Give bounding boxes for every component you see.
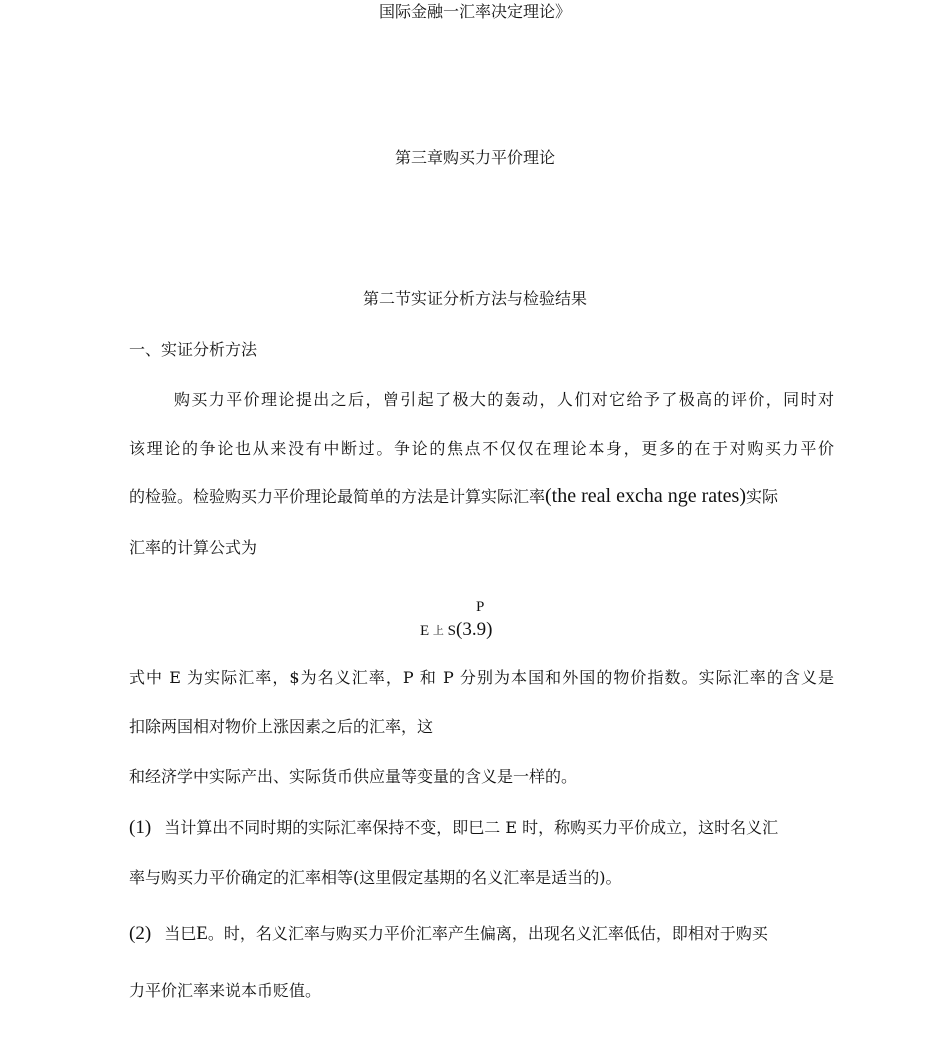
para1-line1: 购买力平价理论提出之后，曾引起了极大的轰动，人们对它给予了极高的评价，同时对 [174,390,834,409]
para1-line4: 汇率的计算公式为 [129,538,258,557]
para2-line3: 和经济学中实际产出、实际货币供应量等变量的含义是一样的。 [129,767,578,786]
para1-line3-suffix: 实际 [746,487,779,506]
item2-line1-a: 当巳 [164,924,197,943]
item1-line2 [129,868,622,888]
formula-lhs: E [420,623,430,639]
subsection-title: 一、实证分析方法 [129,340,258,359]
item1-line1 [129,818,834,838]
item1-number: (1) [129,817,152,838]
item2-line1-b: 。时，名义汇率与购买力平价汇率产生偏离，出现名义汇率低估，即相对于购买 [207,924,768,943]
section-title: 第二节实证分析方法与检验结果 [362,289,587,308]
item1-line2-suffix: 。 [605,868,622,887]
para1-line3 [129,486,834,507]
item2-line1 [129,924,834,944]
formula-label: (3.9) [456,619,493,640]
item2-line1-e: E [196,923,208,944]
formula-rhs: S [447,623,457,639]
item1-line2-paren: (这里假定基期的名义汇率是适当的) [353,868,606,887]
para1-line3-prefix: 的检验。检验购买力平价理论最简单的方法是计算实际汇率 [129,487,546,506]
formula-equation [420,619,492,641]
chapter-title: 第三章购买力平价理论 [394,148,555,167]
formula-mid: 上 [432,625,444,637]
para1-line2: 该理论的争论也从来没有中断过。争论的焦点不仅仅在理论本身，更多的在于对购买力平价 [129,439,834,458]
item2-line2: 力平价汇率来说本币贬值。 [129,981,322,1000]
running-header: 国际金融一汇率决定理论》 [378,2,571,21]
para1-line3-english: (the real excha nge rates) [545,485,747,507]
item1-line2-prefix: 率与购买力平价确定的汇率相等 [129,868,354,887]
para2-line2: 扣除两国相对物价上涨因素之后的汇率，这 [129,717,434,736]
item1-line1-text: 当计算出不同时期的实际汇率保持不变，即巳二 E 时，称购买力平价成立，这时名义汇 [164,818,779,837]
formula-numerator: P [476,599,485,615]
para2-line1: 式中 E 为实际汇率，$为名义汇率，P 和 P 分别为本国和外国的物价指数。实际汇率的含义是 [129,668,834,687]
item2-number: (2) [129,923,152,944]
